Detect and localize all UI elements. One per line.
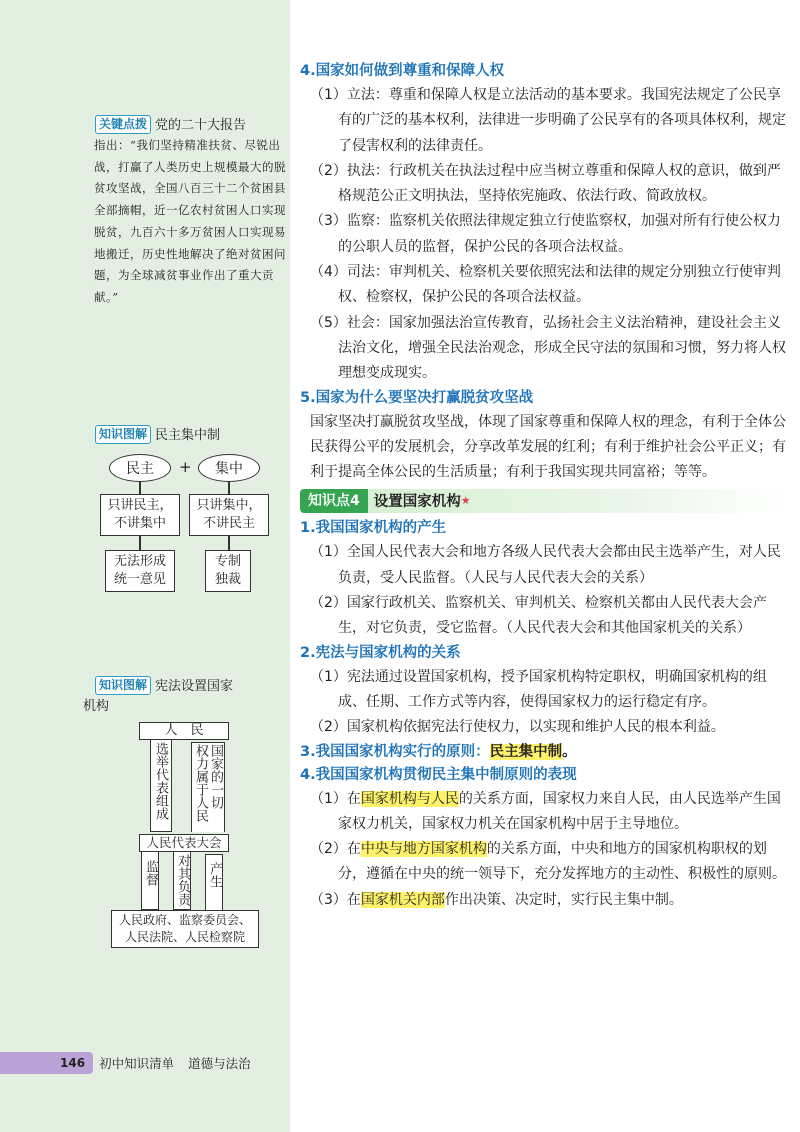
elect-label: 选举代表组成 xyxy=(153,742,168,820)
diagram1-title: 民主集中制 xyxy=(155,428,221,443)
section-5-text: 国家坚决打赢脱贫攻坚战，体现了国家尊重和保障人权的理念，有利于全体公民获得公平的发展机会，分享改革发展的红利；有利于维护社会公平正义；有利于提高全体公民的生活质量；有利于我国实现共同富裕；等等。 xyxy=(310,413,786,481)
t4-i3-rest: 作出决策、决定时，实行民主集中制。 xyxy=(444,891,683,908)
plus-sign: + xyxy=(179,458,192,476)
topic-3-title xyxy=(300,741,788,764)
t1-item-2: （2）国家行政机关、监察机关、审判机关、检察机关都由人民代表大会产生，对它负责，受它监督。（人民代表大会和其他国家机关的关系） xyxy=(310,595,767,637)
produce-label: 产生 xyxy=(207,862,222,888)
connector xyxy=(228,536,230,550)
topic-3-lead: 3.我国国家机构实行的原则： xyxy=(300,743,490,760)
connector xyxy=(228,482,230,494)
power-label-a: 国家的一切 xyxy=(208,744,223,809)
responsible-label: 对其负责 xyxy=(175,854,190,906)
power-label-b: 权力属于人民 xyxy=(193,744,208,822)
box-line: 无法形成 xyxy=(113,554,166,569)
topic-1-title: 1.我国国家机构的产生 xyxy=(300,520,447,537)
box-line: 只讲民主， xyxy=(107,498,173,513)
box-line: 不讲集中 xyxy=(113,516,166,531)
key-point-tag: 关键点拨 xyxy=(95,115,151,134)
only-centralism-box xyxy=(189,494,269,536)
subject-title: 道德与法治 xyxy=(188,1056,251,1071)
s4-item-1: （1）立法：尊重和保障人权是立法活动的基本要求。我国宪法规定了公民享有的广泛的基本权利，法律进一步明确了公民享有的各项具体权利，规定了侵害权利的法律责任。 xyxy=(310,87,786,154)
congress-box: 人民代表大会 xyxy=(139,834,229,852)
topic-3-end: 。 xyxy=(562,743,577,760)
t1-item-1: （1）全国人民代表大会和地方各级人民代表大会都由民主选举产生，对人民负责，受人民监督。（人民与人民代表大会的关系） xyxy=(310,544,781,586)
democratic-centralism-diagram xyxy=(95,424,290,604)
box-line: 只讲集中， xyxy=(196,498,262,513)
connector xyxy=(139,536,141,550)
diagram2-title-b: 机构 xyxy=(83,699,110,714)
connector xyxy=(139,482,141,494)
dictatorship-box xyxy=(205,550,251,592)
t4-i2-rest: 的关系方面，中央和地方的国家机构职权的划分，遵循在中央的统一领导下，充分发挥地方的主动性、积极性的原则。 xyxy=(338,841,786,883)
diagram2-title-a: 宪法设置国家 xyxy=(155,679,234,694)
knowledge-point-title: 设置国家机构 xyxy=(373,494,461,511)
t4-item-3 xyxy=(300,888,788,913)
box-line: 不讲民主 xyxy=(202,516,255,531)
s4-item-4: （4）司法：审判机关、检察机关要依照宪法和法律的规定分别独立行使审判权、检察权，保护公民的各项合法权益。 xyxy=(310,264,781,306)
box-line: 人民政府、监察委员会、 xyxy=(118,913,251,927)
s4-item-3: （3）监察：监察机关依照法律规定独立行使监察权，加强对所有行使公权力的公职人员的监督，保护公民的各项合法权益。 xyxy=(310,213,781,255)
t4-i3-highlight: 国家机关内部 xyxy=(360,891,445,908)
s4-item-5: （5）社会：国家加强法治宣传教育，弘扬社会主义法治精神，建设社会主义法治文化，增强全民法治观念，形成全民守法的氛围和习惯，努力将人权理想变成现实。 xyxy=(310,314,786,382)
t4-i1-highlight: 国家机构与人民 xyxy=(360,790,459,807)
only-democracy-box xyxy=(100,494,180,536)
box-line: 专制 xyxy=(214,554,241,569)
t4-i1-rest: 的关系方面，国家权力来自人民，由人民选举产生国家权力机关，国家权力机关在国家机构中居于主导地位。 xyxy=(338,790,781,832)
sidebar xyxy=(0,0,290,1132)
t4-i2-highlight: 中央与地方国家机构 xyxy=(360,841,487,858)
knowledge-point-bar xyxy=(368,489,788,513)
diagram2-tag: 知识图解 xyxy=(95,676,151,695)
diagram1-tag: 知识图解 xyxy=(95,425,151,444)
topic-3-highlight: 民主集中制 xyxy=(489,743,563,760)
people-box: 人 民 xyxy=(139,722,229,740)
main-content xyxy=(300,60,788,913)
page-number: 146 xyxy=(0,1052,93,1074)
key-point-lead: 党的二十大报告 xyxy=(155,118,247,133)
topic-4-title: 4.我国国家机构贯彻民主集中制原则的表现 xyxy=(300,766,577,783)
key-point-quote: 指出：“我们坚持精准扶贫、尽锐出战，打赢了人类历史上规模最大的脱贫攻坚战，全国八百三十二个贫困县全部摘帽，近一亿农村贫困人口实现脱贫，九百六十多万贫困人口实现易地搬迁，历史性地解决了绝对贫困问题，为全球减贫事业作出了重大贡献。” xyxy=(94,138,286,304)
knowledge-point-header xyxy=(300,489,788,513)
t4-item-2 xyxy=(300,837,788,888)
supervise-label: 监督 xyxy=(143,860,158,886)
centralism-oval: 集中 xyxy=(198,454,260,482)
t4-i3-prefix: （3）在 xyxy=(310,891,361,908)
key-point-block xyxy=(95,114,290,309)
t4-i2-prefix: （2）在 xyxy=(310,841,361,858)
s4-item-2: （2）执法：行政机关在执法过程中应当树立尊重和保障人权的意识，做到严格规范公正文明执法，坚持依宪施政、依法行政、简政放权。 xyxy=(310,162,781,205)
t2-item-2: （2）国家机构依据宪法行使权力，以实现和维护人民的根本利益。 xyxy=(310,719,725,736)
book-title: 初中知识清单 xyxy=(99,1056,175,1071)
democracy-oval: 民主 xyxy=(109,454,171,482)
state-organs-box xyxy=(111,910,259,948)
box-line: 人民法院、人民检察院 xyxy=(124,930,245,944)
box-line: 独裁 xyxy=(214,572,241,587)
no-consensus-box xyxy=(105,550,175,592)
section-5-title: 5.国家为什么要坚决打赢脱贫攻坚战 xyxy=(300,389,534,406)
t4-item-1 xyxy=(300,787,788,838)
star-icon: ★ xyxy=(460,494,471,508)
section-4-title: 4.国家如何做到尊重和保障人权 xyxy=(300,63,505,79)
t2-item-1: （1）宪法通过设置国家机构，授予国家机构特定职权，明确国家机构的组成、任期、工作方式等内容，使得国家权力的运行稳定有序。 xyxy=(310,668,767,710)
knowledge-point-label: 知识点4 xyxy=(300,489,368,513)
page-footer xyxy=(0,1052,251,1074)
box-line: 统一意见 xyxy=(113,572,166,587)
topic-2-title: 2.宪法与国家机构的关系 xyxy=(300,644,461,661)
constitution-institutions-diagram xyxy=(83,676,285,956)
t4-i1-prefix: （1）在 xyxy=(310,790,361,807)
